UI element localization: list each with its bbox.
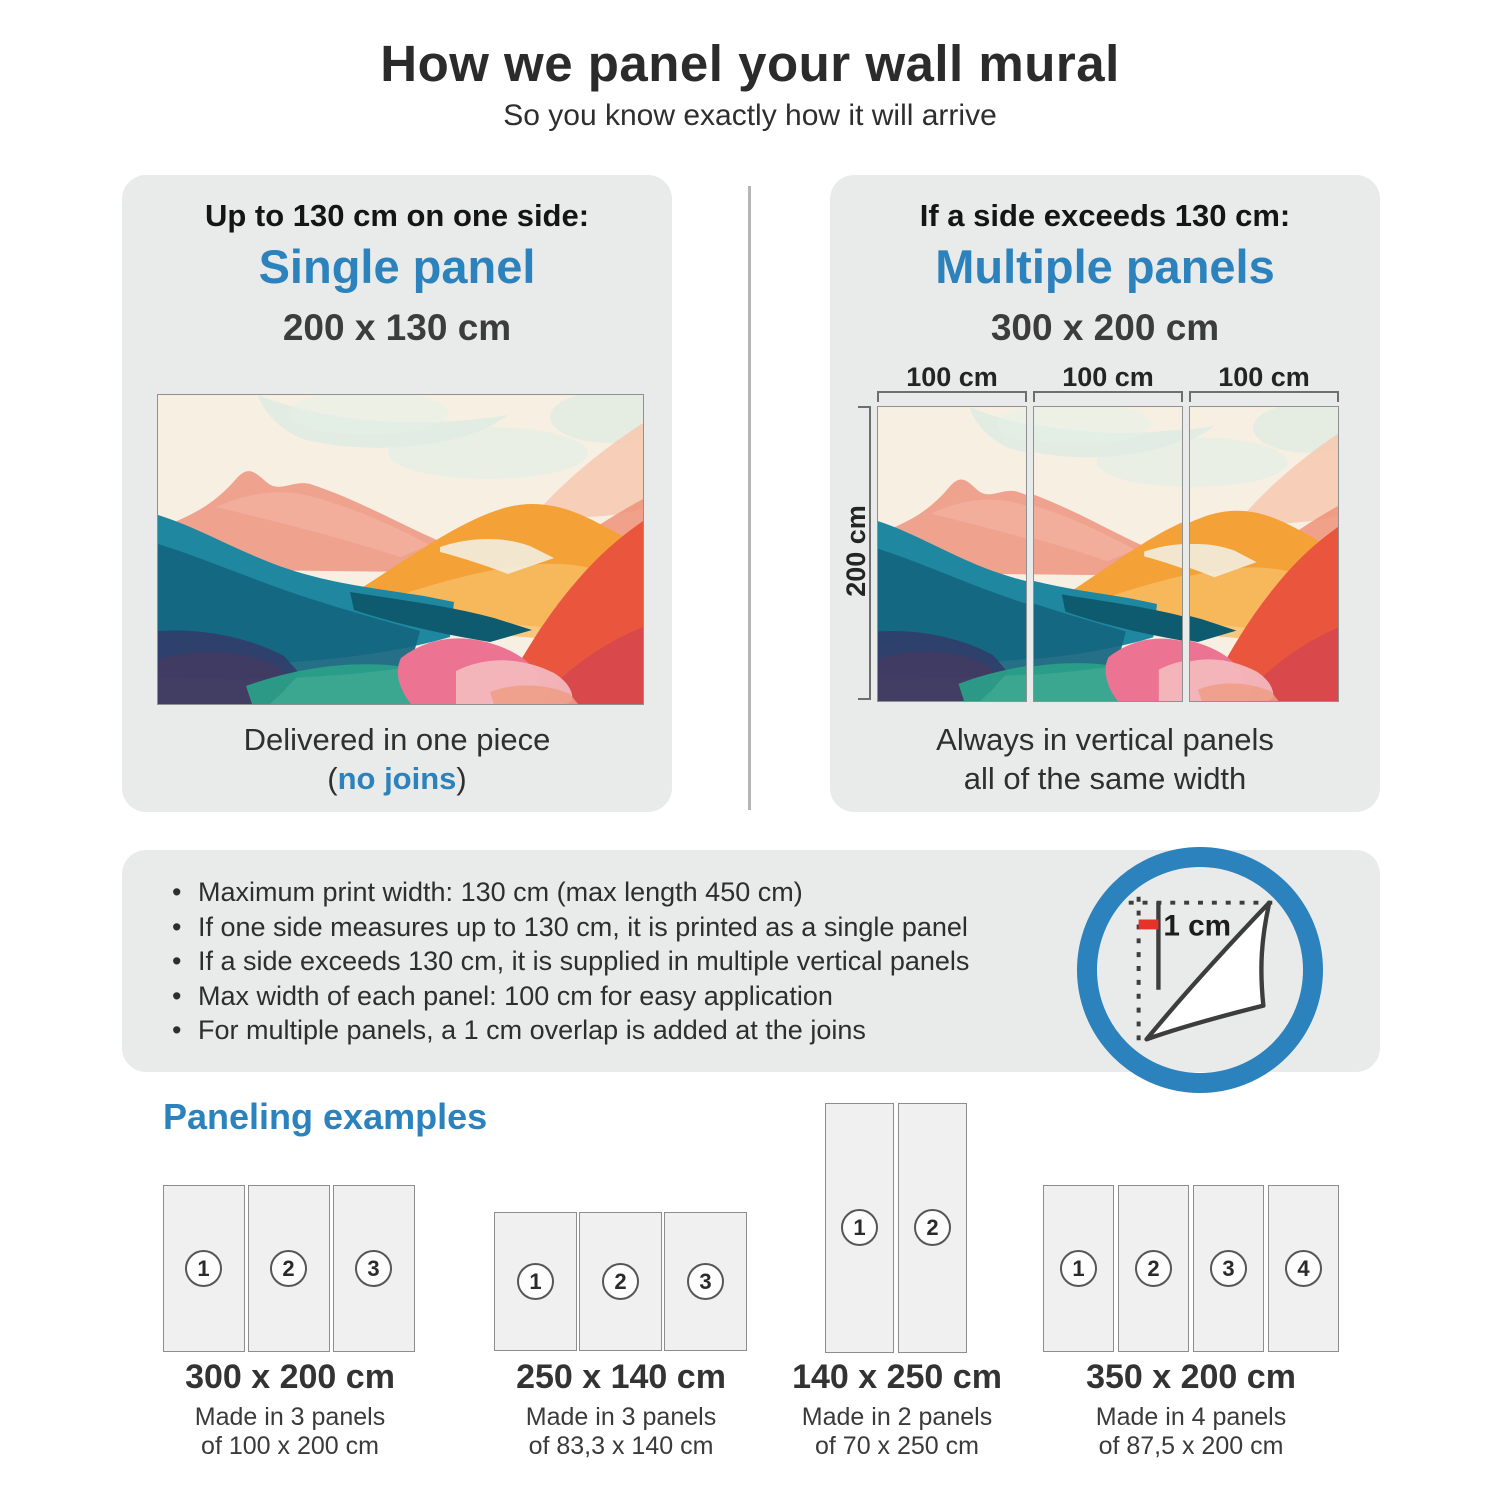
width-bracket-1 [877, 391, 1027, 402]
bullet-item [158, 910, 1158, 945]
mural-panel-2 [1033, 406, 1183, 702]
multiple-panels-note-1: Always in vertical panels [936, 722, 1274, 757]
bullet-dot: • [172, 1015, 182, 1045]
panel-number-badge: 3 [355, 1250, 392, 1287]
panel-number-badge: 1 [517, 1263, 554, 1300]
example-size: 350 x 200 cm [1086, 1358, 1296, 1396]
bullet-dot: • [172, 980, 182, 1011]
mural-panel-3 [1189, 406, 1339, 702]
example-of: of 83,3 x 140 cm [528, 1432, 714, 1460]
paren-open: ( [327, 761, 338, 796]
overlap-badge [1077, 847, 1323, 1093]
no-joins-highlight: no joins [337, 761, 457, 796]
panel-number-badge: 2 [270, 1250, 307, 1287]
multiple-panels-condition: If a side exceeds 130 cm: [919, 198, 1291, 233]
bullet-dot: • [172, 911, 182, 942]
width-bracket-3 [1189, 391, 1339, 402]
panel-number-badge: 3 [1210, 1250, 1247, 1287]
multiple-panels-size: 300 x 200 cm [990, 307, 1220, 348]
width-label-3: 100 cm [1218, 362, 1310, 392]
vertical-divider [748, 186, 751, 810]
example-of: of 87,5 x 200 cm [1098, 1432, 1284, 1460]
bullet-dot: • [172, 946, 182, 976]
single-panel-headline: Single panel [258, 240, 536, 293]
panel-number-badge: 1 [1060, 1250, 1097, 1287]
width-label-2: 100 cm [1062, 362, 1154, 392]
bullet-text: Maximum print width: 130 cm (max length 450 cm) [198, 877, 803, 907]
example-made: Made in 2 panels [801, 1403, 993, 1431]
bullet-text: If a side exceeds 130 cm, it is supplied in multiple vertical panels [198, 946, 970, 976]
bullet-item [158, 1013, 1158, 1048]
panel-number-badge: 2 [914, 1209, 951, 1246]
page-subtitle: So you know exactly how it will arrive [503, 99, 997, 132]
bullet-list [158, 875, 1158, 1048]
multiple-panels-note-2: all of the same width [963, 761, 1247, 796]
single-panel-note-joins [122, 759, 672, 798]
paren-close: ) [456, 761, 467, 796]
example-of: of 70 x 250 cm [815, 1432, 979, 1460]
example-size: 140 x 250 cm [792, 1358, 1002, 1396]
bullet-item [158, 944, 1158, 979]
bullet-dot: • [172, 877, 182, 907]
bullet-text: If one side measures up to 130 cm, it is printed as a single panel [198, 911, 968, 942]
single-panel-size: 200 x 130 cm [282, 307, 512, 348]
mural-image-single [157, 394, 644, 705]
example-made: Made in 3 panels [525, 1403, 717, 1431]
single-panel-note: Delivered in one piece [243, 722, 551, 757]
one-cm-label: 1 cm [1163, 909, 1232, 943]
width-label-1: 100 cm [906, 362, 998, 392]
bullet-text: For multiple panels, a 1 cm overlap is added at the joins [198, 1015, 866, 1045]
panel-number-badge: 1 [841, 1209, 878, 1246]
example-of: of 100 x 200 cm [201, 1432, 379, 1460]
panel-number-badge: 1 [185, 1250, 222, 1287]
bullet-text: Max width of each panel: 100 cm for easy application [198, 980, 833, 1011]
bullet-item [158, 979, 1158, 1014]
single-panel-condition: Up to 130 cm on one side: [204, 198, 590, 233]
single-panel-card [122, 175, 672, 812]
page-curl-icon [1101, 871, 1299, 1069]
panel-number-badge: 2 [1135, 1250, 1172, 1287]
bullet-item [158, 875, 1158, 910]
example-made: Made in 3 panels [194, 1403, 386, 1431]
example-size: 300 x 200 cm [185, 1358, 395, 1396]
panel-number-badge: 3 [687, 1263, 724, 1300]
mural-panel-1 [877, 406, 1027, 702]
panel-number-badge: 2 [602, 1263, 639, 1300]
multiple-panels-headline: Multiple panels [935, 240, 1275, 293]
examples-heading: Paneling examples [163, 1096, 488, 1137]
page-title: How we panel your wall mural [380, 35, 1120, 92]
width-bracket-2 [1033, 391, 1183, 402]
example-size: 250 x 140 cm [516, 1358, 726, 1396]
panel-number-badge: 4 [1285, 1250, 1322, 1287]
example-made: Made in 4 panels [1095, 1403, 1287, 1431]
height-label: 200 cm [841, 505, 871, 597]
multiple-panels-card [830, 175, 1380, 812]
